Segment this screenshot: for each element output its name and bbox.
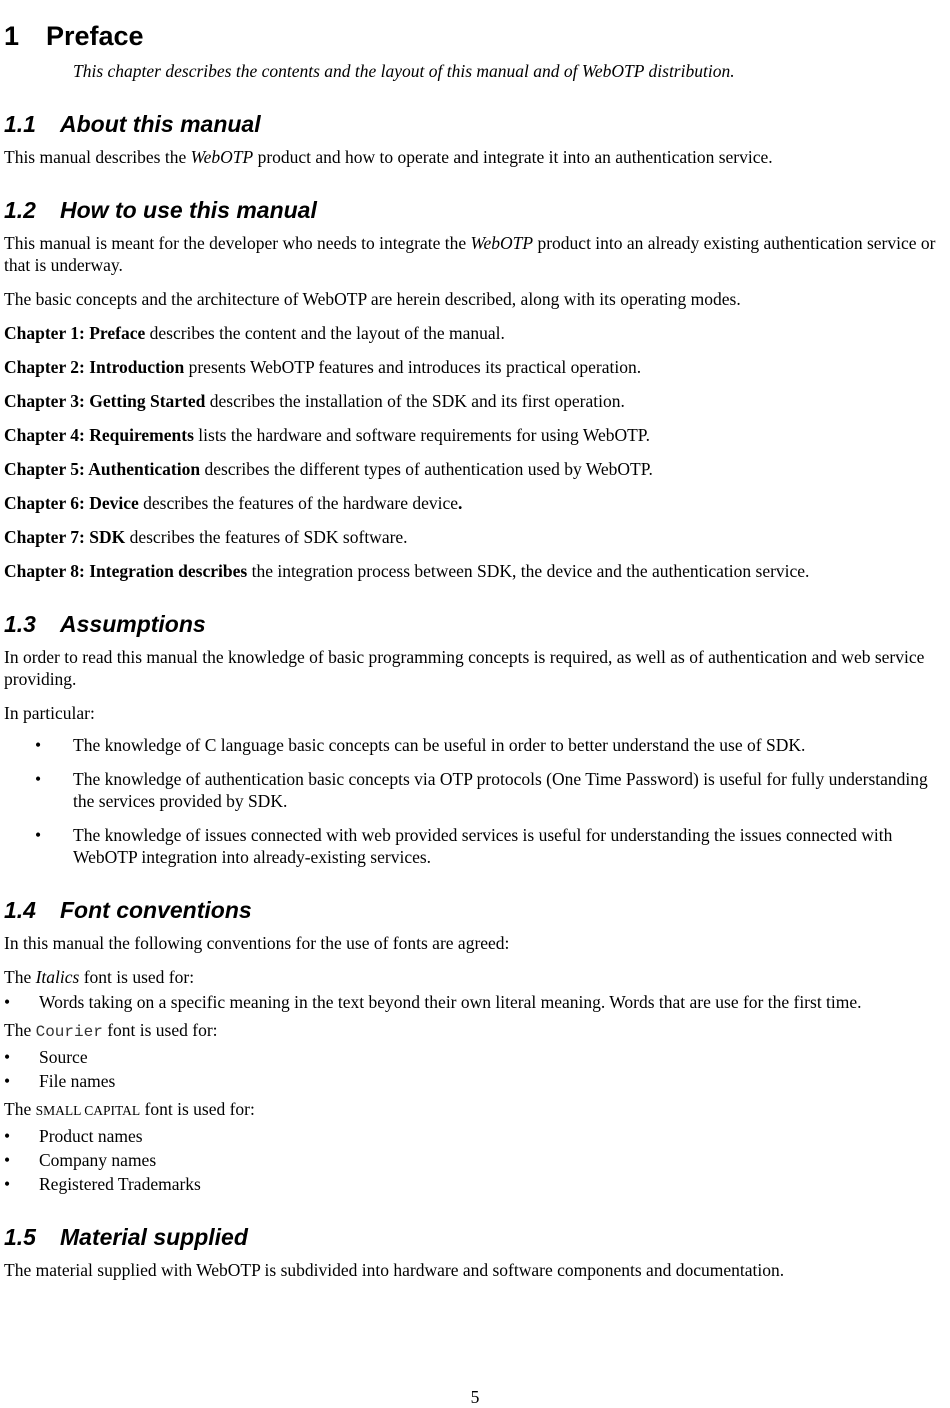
chapter-summary-8 [4, 560, 940, 582]
text-run: The [4, 967, 36, 987]
document-page [4, 0, 940, 1281]
section-number: 1.3 [4, 611, 36, 637]
about-paragraph [4, 146, 940, 168]
section-title: Assumptions [60, 611, 206, 637]
in-particular: In particular: [4, 703, 95, 723]
small-capital-intro [4, 1098, 940, 1122]
list-item [4, 1149, 940, 1171]
chapter-summary-1 [4, 322, 940, 344]
section-title: Material supplied [60, 1224, 248, 1250]
chapter-label: Chapter 6: Device [4, 493, 139, 513]
bullet-icon: • [35, 735, 42, 755]
list-item-text: Source [39, 1047, 88, 1067]
assumptions-paragraph: In order to read this manual the knowledge of basic programming concepts is required, as well as of authentication and web service providing. [4, 647, 925, 689]
list-item-text: Words taking on a specific meaning in the text beyond their own literal meaning. Words that are use for the first time. [39, 992, 862, 1012]
chapter-heading [4, 20, 940, 52]
list-item [4, 1070, 940, 1092]
list-item [4, 1173, 940, 1195]
courier-intro [4, 1019, 940, 1043]
text-run: product and how to operate and integrate it into an authentication service. [253, 147, 773, 167]
text-run: The [4, 1020, 36, 1040]
usage-paragraph-1 [4, 232, 940, 276]
bullet-icon: • [35, 769, 42, 789]
section-title: Font conventions [60, 897, 252, 923]
section-title: About this manual [60, 111, 261, 137]
list-item-text: Company names [39, 1150, 157, 1170]
bullet-icon: • [4, 1047, 11, 1067]
chapter-description: describes the different types of authentication used by WebOTP. [200, 459, 653, 479]
bullet-icon: • [4, 992, 11, 1012]
chapter-summary-5 [4, 458, 940, 480]
bullet-icon: • [4, 1071, 11, 1091]
chapter-description: lists the hardware and software requirements for using WebOTP. [193, 425, 650, 445]
chapter-description: describes the features of SDK software. [125, 527, 408, 547]
list-item-text: Product names [39, 1126, 143, 1146]
section-heading-1-4 [4, 896, 940, 924]
small-capital-list [4, 1125, 940, 1195]
list-item [4, 1125, 940, 1147]
conventions-paragraph: In this manual the following conventions for the use of fonts are agreed: [4, 933, 510, 953]
section-heading-1-3 [4, 610, 940, 638]
chapter-label: Chapter 2: Introduction [4, 357, 185, 377]
bold-period: . [458, 493, 463, 513]
section-heading-1-2 [4, 196, 940, 224]
list-item [4, 734, 940, 756]
section-number: 1.2 [4, 197, 36, 223]
chapter-label: Chapter 1: Preface [4, 323, 146, 343]
text-run: font is used for: [140, 1099, 255, 1119]
chapter-description: describes the content and the layout of the manual. [145, 323, 505, 343]
bullet-icon: • [4, 1174, 11, 1194]
list-item [4, 768, 940, 812]
text-run: font is used for: [102, 1020, 218, 1040]
small-capital-sample: SMALL CAPITAL [35, 1103, 141, 1118]
chapter-summary-2 [4, 356, 940, 378]
product-name-italic: WebOTP [190, 147, 254, 167]
chapter-number: 1 [4, 21, 20, 51]
section-title: How to use this manual [60, 197, 317, 223]
chapter-description: presents WebOTP features and introduces its practical operation. [184, 357, 642, 377]
usage-paragraph-2: The basic concepts and the architecture of WebOTP are herein described, along with its operating modes. [4, 289, 741, 309]
chapter-title: Preface [46, 21, 144, 51]
list-item [4, 824, 940, 868]
list-item [4, 1046, 940, 1068]
chapter-label: Chapter 7: SDK [4, 527, 126, 547]
text-run: This manual is meant for the developer who needs to integrate the [4, 233, 471, 253]
section-number: 1.4 [4, 897, 36, 923]
section-heading-1-5 [4, 1223, 940, 1251]
chapter-abstract: This chapter describes the contents and the layout of this manual and of WebOTP distribution. [73, 61, 735, 81]
section-number: 1.1 [4, 111, 36, 137]
chapter-summary-6 [4, 492, 940, 514]
courier-sample: Courier [35, 1023, 103, 1041]
chapter-description: the integration process between SDK, the device and the authentication service. [247, 561, 810, 581]
text-run: The [4, 1099, 36, 1119]
italics-intro [4, 966, 940, 988]
assumptions-list [4, 734, 940, 868]
chapter-summary-7 [4, 526, 940, 548]
section-heading-1-1 [4, 110, 940, 138]
list-item-text: The knowledge of issues connected with web provided services is useful for understanding the issues connected with WebOTP integration into already-existing services. [73, 825, 893, 867]
chapter-description: describes the installation of the SDK and its first operation. [205, 391, 625, 411]
page-number: 5 [470, 1387, 480, 1407]
chapter-summary-3 [4, 390, 940, 412]
section-number: 1.5 [4, 1224, 36, 1250]
list-item-text: The knowledge of authentication basic concepts via OTP protocols (One Time Password) is useful for fully understanding the services provided by SDK. [73, 769, 928, 811]
bullet-icon: • [4, 1150, 11, 1170]
chapter-label: Chapter 4: Requirements [4, 425, 194, 445]
chapter-description: describes the features of the hardware device [138, 493, 458, 513]
italics-sample: Italics [35, 967, 80, 987]
chapter-label: Chapter 3: Getting Started [4, 391, 206, 411]
list-item-text: Registered Trademarks [39, 1174, 201, 1194]
material-paragraph: The material supplied with WebOTP is subdivided into hardware and software components and documentation. [4, 1260, 785, 1280]
list-item-text: The knowledge of C language basic concepts can be useful in order to better understand the use of SDK. [73, 735, 806, 755]
text-run: font is used for: [79, 967, 195, 987]
chapter-summary-4 [4, 424, 940, 446]
text-run: This manual describes the [4, 147, 191, 167]
italics-list [4, 991, 940, 1013]
list-item-text: File names [39, 1071, 116, 1091]
list-item [4, 991, 940, 1013]
chapter-label: Chapter 5: Authentication [4, 459, 201, 479]
courier-list [4, 1046, 940, 1092]
bullet-icon: • [35, 825, 42, 845]
bullet-icon: • [4, 1126, 11, 1146]
chapter-label: Chapter 8: Integration describes [4, 561, 248, 581]
text-run: product into an already existing authentication service or that is underway. [4, 233, 936, 275]
product-name-italic: WebOTP [470, 233, 534, 253]
